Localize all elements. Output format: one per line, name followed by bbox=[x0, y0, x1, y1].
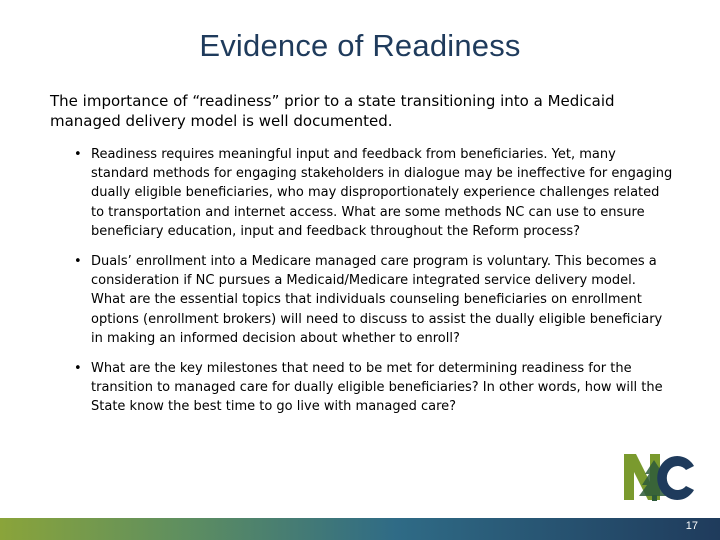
bullet-text: Readiness requires meaningful input and feedback from beneficiaries. Yet, many standard methods for engaging stakeholders in dialogue may be ineffective for engaging dually eligible beneficiaries, who may disproportionately experience challenges related to transportation and internet access. What are some methods NC can use to ensure beneficiary education, input and feedback throughout the Reform process? bbox=[91, 147, 673, 239]
footer-bar bbox=[0, 518, 720, 540]
slide-title: Evidence of Readiness bbox=[199, 28, 521, 63]
page-number: 17 bbox=[685, 520, 698, 532]
bullet-item bbox=[74, 145, 674, 241]
bullet-item bbox=[74, 359, 674, 417]
bullet-dot: • bbox=[74, 147, 82, 162]
bullet-dot: • bbox=[74, 361, 82, 377]
nc-logo-icon bbox=[622, 452, 698, 502]
intro-text: The importance of “readiness” prior to a state transitioning into a Medicaid managed delivery model is well documented. bbox=[50, 92, 615, 130]
bullet-list bbox=[74, 145, 674, 428]
bullet-dot: • bbox=[74, 254, 82, 270]
logo-text: NC bbox=[622, 452, 624, 453]
bullet-text: Duals’ enrollment into a Medicare managed care program is voluntary. This becomes a consideration if NC pursues a Medicaid/Medicare integrated service delivery model. What are the essential topics that individuals counseling beneficiaries on enrollment options (enrollment brokers) will need to discuss to assist the dually eligible beneficiary in making an informed decision about whether to enroll? bbox=[91, 254, 663, 346]
bullet-text: What are the key milestones that need to be met for determining readiness for the transition to managed care for dually eligible beneficiaries? In other words, how will the State know the best time to go live with managed care? bbox=[91, 361, 663, 415]
nc-logo bbox=[622, 452, 698, 502]
bullet-item bbox=[74, 252, 674, 348]
